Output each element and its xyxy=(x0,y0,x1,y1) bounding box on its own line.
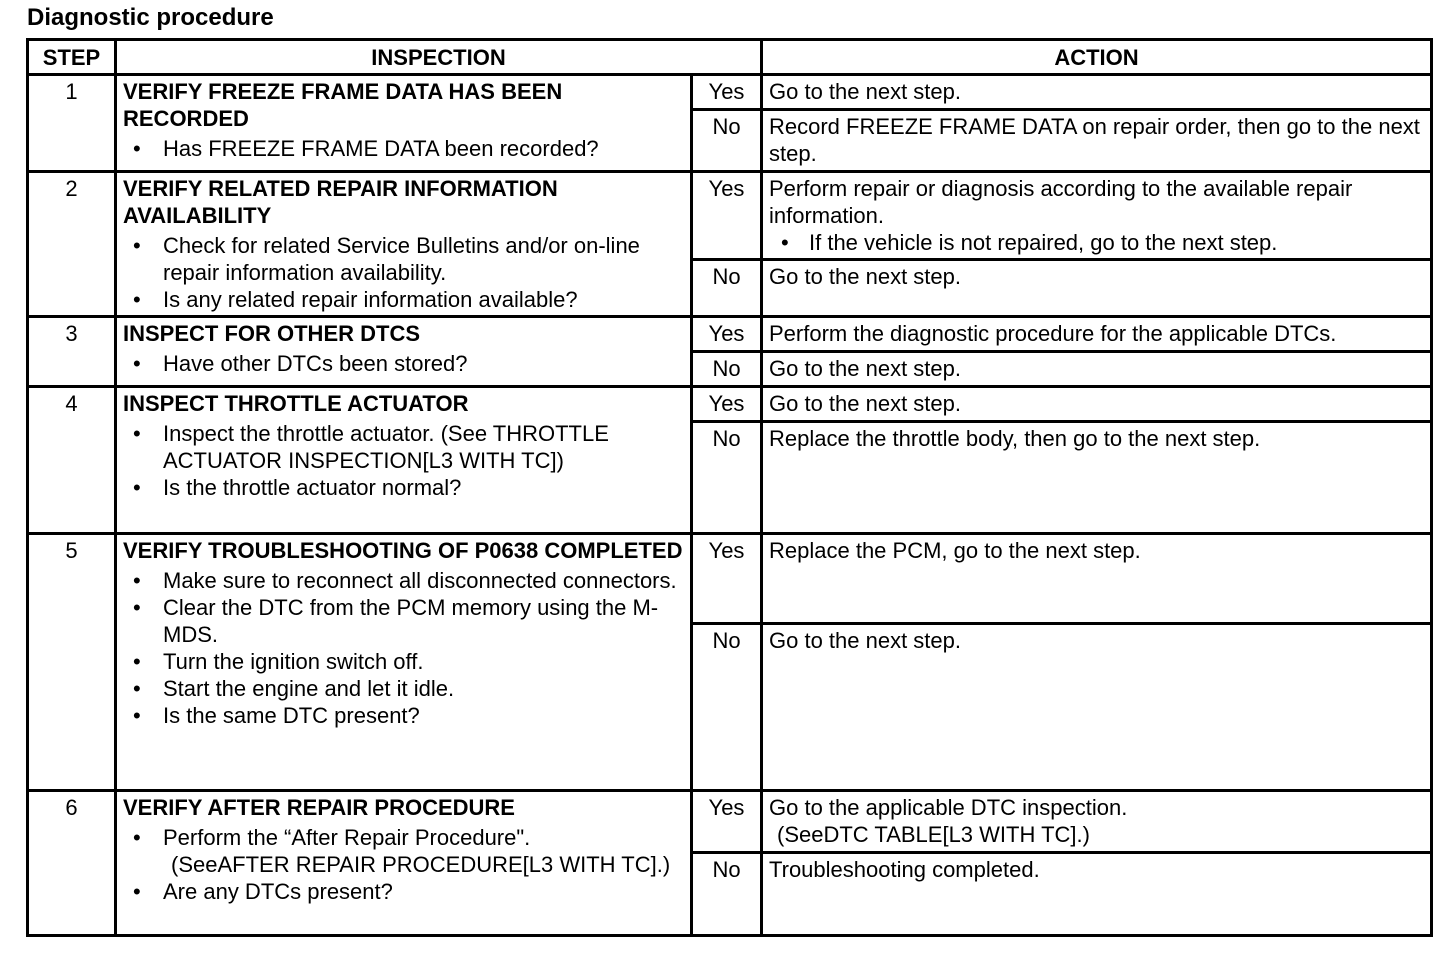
no-action: Go to the next step. xyxy=(762,624,1432,791)
inspection-bullets xyxy=(123,420,684,501)
inspection-bullet: • Perform the “After Repair Procedure". xyxy=(163,824,684,851)
no-label: No xyxy=(692,422,762,534)
step-row-6-yes xyxy=(28,791,1432,853)
inspection-bullet: • Clear the DTC from the PCM memory using the M-MDS. xyxy=(163,594,684,648)
step-number: 4 xyxy=(28,387,116,534)
inspection-title: VERIFY AFTER REPAIR PROCEDURE xyxy=(123,795,515,820)
inspection-title: VERIFY FREEZE FRAME DATA HAS BEEN RECORDED xyxy=(123,79,563,131)
inspection-bullets xyxy=(123,567,684,729)
no-label: No xyxy=(692,260,762,317)
inspection-bullet: • Are any DTCs present? xyxy=(163,878,684,905)
step-number: 2 xyxy=(28,172,116,317)
no-action: Record FREEZE FRAME DATA on repair order, then go to the next step. xyxy=(762,110,1432,172)
yes-action: Go to the next step. xyxy=(762,75,1432,110)
step-number: 3 xyxy=(28,317,116,387)
yes-action: Perform the diagnostic procedure for the applicable DTCs. xyxy=(762,317,1432,352)
inspection-bullets xyxy=(123,232,684,313)
no-label: No xyxy=(692,110,762,172)
inspection-bullet: • Have other DTCs been stored? xyxy=(163,350,684,377)
yes-label: Yes xyxy=(692,172,762,260)
inspection-bullets xyxy=(123,824,684,905)
inspection-cell xyxy=(116,317,692,387)
header-row xyxy=(28,40,1432,75)
no-action: Replace the throttle body, then go to the next step. xyxy=(762,422,1432,534)
yes-action-cell xyxy=(762,172,1432,260)
inspection-cell xyxy=(116,791,692,936)
inspection-bullet: • Turn the ignition switch off. xyxy=(163,648,684,675)
inspection-cell xyxy=(116,172,692,317)
step-row-3-yes xyxy=(28,317,1432,352)
page-title: Diagnostic procedure xyxy=(27,4,274,31)
no-action: Go to the next step. xyxy=(762,260,1432,317)
yes-action-note: • If the vehicle is not repaired, go to the next step. xyxy=(769,229,1424,256)
inspection-bullet: • Make sure to reconnect all disconnected connectors. xyxy=(163,567,684,594)
yes-action-reference[interactable]: (SeeDTC TABLE[L3 WITH TC].) xyxy=(777,822,1090,847)
yes-label: Yes xyxy=(692,534,762,624)
inspection-bullet-continuation: (SeeAFTER REPAIR PROCEDURE[L3 WITH TC].) xyxy=(171,852,671,877)
no-label: No xyxy=(692,624,762,791)
step-row-2-yes xyxy=(28,172,1432,260)
no-label: No xyxy=(692,352,762,387)
inspection-title: VERIFY TROUBLESHOOTING OF P0638 COMPLETED xyxy=(123,538,683,563)
inspection-title: INSPECT THROTTLE ACTUATOR xyxy=(123,391,469,416)
yes-action: Go to the applicable DTC inspection. xyxy=(769,795,1128,820)
yes-label: Yes xyxy=(692,75,762,110)
inspection-cell xyxy=(116,75,692,172)
yes-action: Replace the PCM, go to the next step. xyxy=(762,534,1432,624)
inspection-cell xyxy=(116,387,692,534)
no-action: Go to the next step. xyxy=(762,352,1432,387)
no-action: Troubleshooting completed. xyxy=(762,853,1432,936)
inspection-bullet: • Is the same DTC present? xyxy=(163,702,684,729)
header-step: STEP xyxy=(28,40,116,75)
inspection-bullet: • Check for related Service Bulletins and/or on-line repair information availability. xyxy=(163,232,684,286)
inspection-bullet: • Start the engine and let it idle. xyxy=(163,675,684,702)
step-row-4-yes xyxy=(28,387,1432,422)
inspection-bullet: • Is any related repair information available? xyxy=(163,286,684,313)
inspection-bullet: • Inspect the throttle actuator. (See THROTTLE ACTUATOR INSPECTION[L3 WITH TC]) xyxy=(163,420,684,474)
step-number: 1 xyxy=(28,75,116,172)
step-number: 5 xyxy=(28,534,116,791)
inspection-title: INSPECT FOR OTHER DTCS xyxy=(123,321,421,346)
yes-action: Go to the next step. xyxy=(762,387,1432,422)
header-action: ACTION xyxy=(762,40,1432,75)
inspection-title: VERIFY RELATED REPAIR INFORMATION AVAILABILITY xyxy=(123,176,558,228)
diagnostic-table xyxy=(26,38,1433,937)
inspection-bullets xyxy=(123,135,684,162)
step-number: 6 xyxy=(28,791,116,936)
inspection-bullets xyxy=(123,350,684,377)
header-inspection: INSPECTION xyxy=(116,40,762,75)
step-row-1-yes xyxy=(28,75,1432,110)
inspection-bullet: • Is the throttle actuator normal? xyxy=(163,474,684,501)
yes-label: Yes xyxy=(692,317,762,352)
inspection-cell xyxy=(116,534,692,791)
inspection-bullet: • Has FREEZE FRAME DATA been recorded? xyxy=(163,135,684,162)
yes-action-cell xyxy=(762,791,1432,853)
step-row-5-yes xyxy=(28,534,1432,624)
yes-label: Yes xyxy=(692,791,762,853)
yes-action: Perform repair or diagnosis according to the available repair information. xyxy=(769,176,1353,228)
yes-label: Yes xyxy=(692,387,762,422)
no-label: No xyxy=(692,853,762,936)
